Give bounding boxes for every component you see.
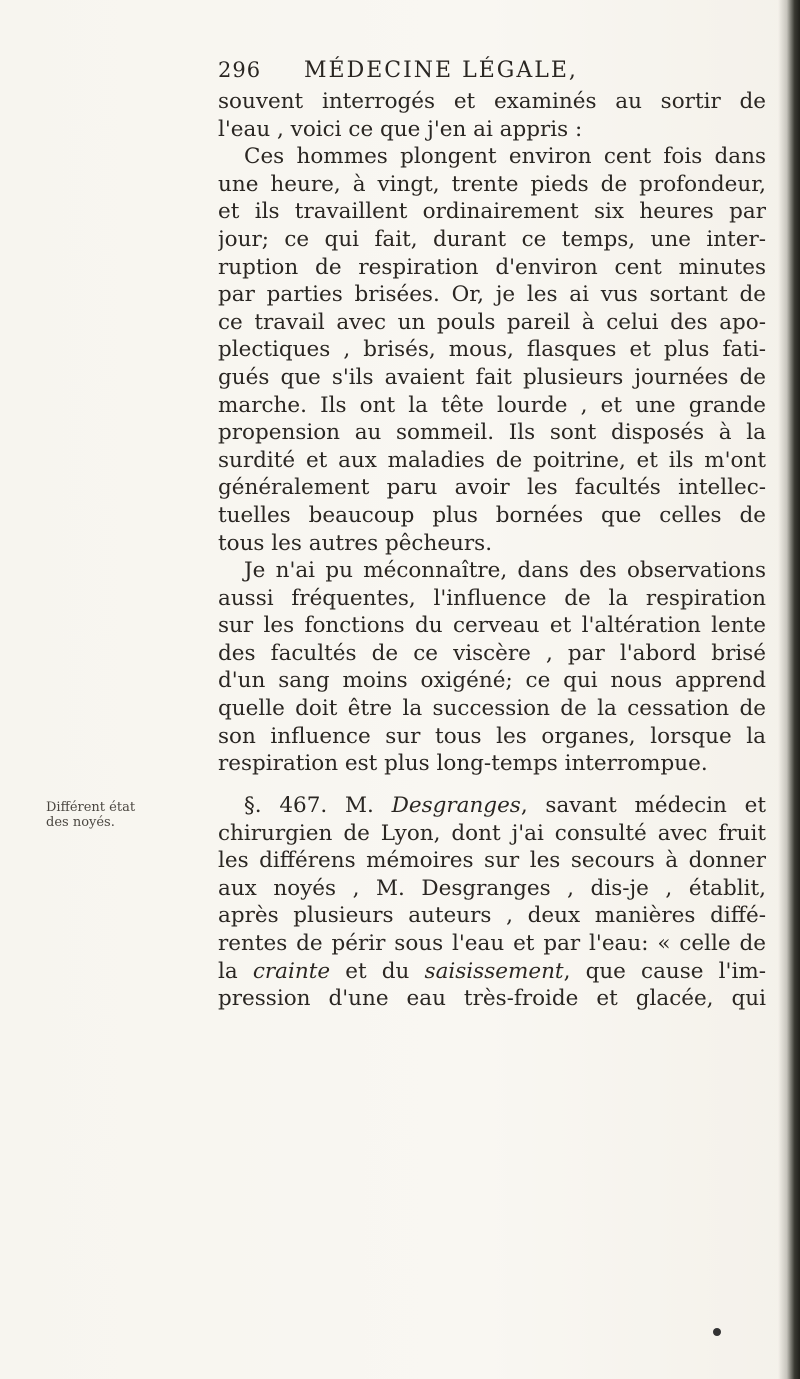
italic-term: saisissement (424, 958, 564, 984)
text-line: gués que s'ils avaient fait plusieurs journées de (218, 364, 766, 390)
section-line1-rest: , savant médecin et (520, 793, 766, 818)
paragraph-main (218, 88, 766, 778)
text-line: une heure, à vingt, trente pieds de profondeur, (218, 171, 766, 197)
text-line: plectiques , brisés, mous, flasques et plus fati- (218, 337, 766, 363)
page-edge-shadow (778, 0, 800, 1379)
section-first-line (218, 792, 766, 820)
text-run: la (218, 958, 253, 984)
text-line: marche. Ils ont la tête lourde , et une grande (218, 392, 766, 418)
text-line: ce travail avec un pouls pareil à celui des apo- (218, 309, 766, 335)
text-line: Ces hommes plongent environ cent fois dans (244, 144, 766, 170)
text-line: aussi fréquentes, l'influence de la respiration (218, 585, 766, 611)
ink-spot (713, 1328, 721, 1336)
section-number: §. 467. (244, 793, 328, 818)
text-line: tous les autres pêcheurs. (218, 530, 493, 556)
text-run: et du (330, 958, 425, 984)
author-name: Desgranges (391, 793, 521, 818)
text-run: , que cause l'im- (563, 958, 766, 984)
text-line: pression d'une eau très-froide et glacée, qui (218, 986, 766, 1012)
text-line: rentes de périr sous l'eau et par l'eau: « celle de (218, 930, 766, 956)
italic-term: crainte (252, 958, 331, 984)
text-line (218, 958, 766, 986)
text-line: généralement paru avoir les facultés intellec- (218, 475, 766, 501)
text-line: surdité et aux maladies de poitrine, et ils m'ont (218, 447, 766, 473)
margin-note-line: des noyés. (46, 815, 115, 830)
page-number: 296 (218, 58, 262, 82)
text-line: son influence sur tous les organes, lorsque la (218, 723, 766, 749)
text-line: l'eau , voici ce que j'en ai appris : (218, 116, 583, 142)
text-line: chirurgien de Lyon, dont j'ai consulté avec fruit (218, 820, 766, 846)
text-line: des facultés de ce viscère , par l'abord brisé (218, 640, 766, 666)
text-line: jour; ce qui fait, durant ce temps, une inter- (218, 226, 766, 252)
text-line: souvent interrogés et examinés au sortir de (218, 89, 766, 114)
text-line: quelle doit être la succession de la cessation de (218, 696, 766, 722)
text-line: aux noyés , M. Desgranges , dis-je , établit, (218, 875, 766, 901)
text-line: Je n'ai pu méconnaître, dans des observations (244, 558, 766, 584)
margin-note-line: Différent état (46, 800, 136, 815)
author-title: M. (344, 793, 374, 818)
text-line: et ils travaillent ordinairement six heures par (218, 199, 766, 225)
text-line: sur les fonctions du cerveau et l'altération lente (218, 613, 766, 639)
running-header (218, 58, 698, 83)
text-line: tuelles beaucoup plus bornées que celles de (218, 502, 766, 528)
margin-note (46, 800, 135, 830)
text-line: ruption de respiration d'environ cent minutes (218, 254, 766, 280)
text-line: respiration est plus long-temps interrompue. (218, 751, 708, 777)
section-467 (218, 792, 766, 1013)
text-line: après plusieurs auteurs , deux manières diffé- (218, 903, 766, 929)
text-line: propension au sommeil. Ils sont disposés à la (218, 420, 766, 446)
running-title: MÉDECINE LÉGALE, (304, 58, 578, 83)
text-line: par parties brisées. Or, je les ai vus sortant de (218, 282, 766, 308)
text-line: les différens mémoires sur les secours à donner (218, 848, 766, 874)
text-line: d'un sang moins oxigéné; ce qui nous apprend (218, 668, 766, 694)
